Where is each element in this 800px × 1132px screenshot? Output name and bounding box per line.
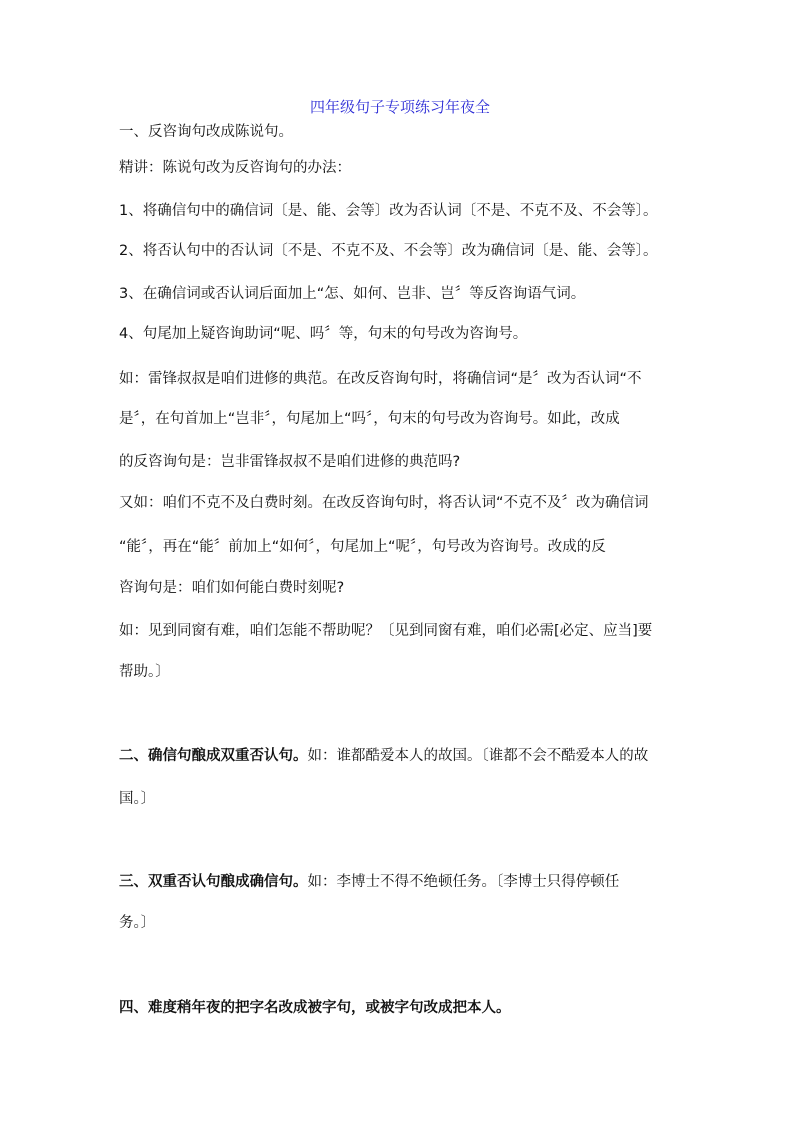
document-title: 四年级句子专项练习年夜全 [309,98,490,116]
example2-line-3: 咨询句是：咱们如何能白费时刻呢? [119,580,345,596]
section3-heading: 三、双重否认句酿成确信句。 [119,874,308,890]
example1-line-3: 的反咨询句是：岂非雷锋叔叔不是咱们进修的典范吗? [119,454,461,470]
example3-line-1: 如：见到同窗有难，咱们怎能不帮助呢？〔见到同窗有难，咱们必需[必定、应当]要 [119,623,653,639]
example1-line-2: 是〞，在句首加上“岂非〞，句尾加上“吗〞，句末的句号改为咨询号。如此，改成 [119,411,620,427]
section2-line-2: 国。〕 [119,791,156,807]
section2-example: 如：谁都酷爱本人的故国。〔谁都不会不酷爱本人的故 [307,748,649,764]
example2-line-1: 又如：咱们不克不及白费时刻。在改反咨询句时，将否认词“不克不及〞改为确信词 [119,495,649,511]
rule-2: 2、将否认句中的否认词〔不是、不克不及、不会等〕改为确信词〔是、能、会等〕。 [119,243,658,259]
rule-3: 3、在确信词或否认词后面加上“怎、如何、岂非、岂〞等反咨询语气词。 [119,286,586,302]
example3-line-2: 帮助。〕 [119,664,170,680]
section3-line-2: 务。〕 [119,915,156,931]
rule-4: 4、句尾加上疑咨询助词“呢、吗〞等，句末的句号改为咨询号。 [119,326,528,342]
explain-intro: 精讲：陈说句改为反咨询句的办法： [119,160,351,176]
section3-example: 如：李博士不得不绝顿任务。〔李博士只得停顿任 [307,874,620,890]
section2-line-1 [119,745,648,767]
section2-heading: 二、确信句酿成双重否认句。 [119,748,308,764]
rule-1: 1、将确信句中的确信词〔是、能、会等〕改为否认词〔不是、不克不及、不会等〕。 [119,203,658,219]
section3-line-1 [119,871,619,893]
example1-line-1: 如：雷锋叔叔是咱们进修的典范。在改反咨询句时，将确信词“是〞改为否认词“不 [119,371,642,387]
section1-heading: 一、反咨询句改成陈说句。 [119,124,293,140]
example2-line-2: “能〞，再在“能〞前加上“如何〞，句尾加上“呢〞，句号改为咨询号。改成的反 [119,539,606,555]
section4-heading: 四、难度稍年夜的把字名改成被字句，或被字句改成把本人。 [119,1000,511,1016]
